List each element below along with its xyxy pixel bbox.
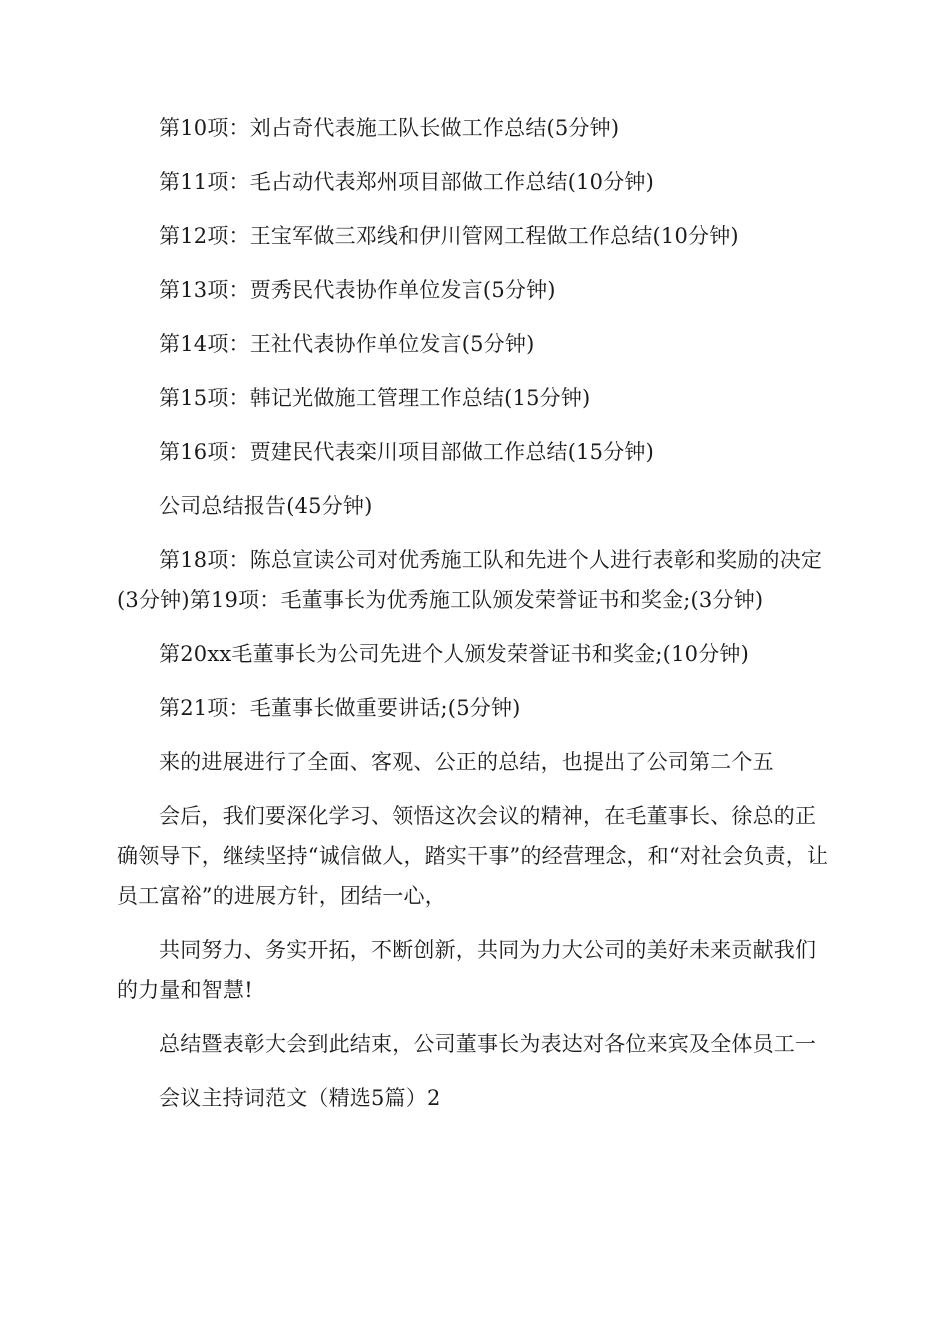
paragraph-item-12: 第12项：王宝军做三邓线和伊川管网工程做工作总结(10分钟) bbox=[159, 224, 739, 248]
paragraph-common-effort: 共同努力、务实开拓，不断创新，共同为力大公司的美好未来贡献我们的力量和智慧! bbox=[117, 938, 817, 1002]
paragraph-item-14: 第14项：王社代表协作单位发言(5分钟) bbox=[159, 332, 535, 356]
paragraph-item-16: 第16项：贾建民代表栾川项目部做工作总结(15分钟) bbox=[159, 440, 655, 464]
document-body bbox=[117, 108, 833, 1132]
paragraph-item-20: 第20xx毛董事长为公司先进个人颁发荣誉证书和奖金;(10分钟) bbox=[159, 642, 749, 666]
paragraph-item-21: 第21项：毛董事长做重要讲话;(5分钟) bbox=[159, 696, 521, 720]
paragraph-summary: 来的进展进行了全面、客观、公正的总结，也提出了公司第二个五 bbox=[159, 750, 774, 774]
paragraph-item-15: 第15项：韩记光做施工管理工作总结(15分钟) bbox=[159, 386, 591, 410]
paragraph-after-meeting: 会后，我们要深化学习、领悟这次会议的精神，在毛董事长、徐总的正确领导下，继续坚持“诚信做人，踏实干事”的经营理念，和“对社会负责，让员工富裕”的进展方针，团结一心， bbox=[117, 804, 829, 908]
paragraph-item-11: 第11项：毛占动代表郑州项目部做工作总结(10分钟) bbox=[159, 170, 655, 194]
section-title: 会议主持词范文（精选5篇）2 bbox=[159, 1086, 441, 1110]
paragraph-item-10: 第10项：刘占奇代表施工队长做工作总结(5分钟) bbox=[159, 116, 620, 140]
paragraph-company-report: 公司总结报告(45分钟) bbox=[159, 494, 373, 518]
paragraph-closing: 总结暨表彰大会到此结束，公司董事长为表达对各位来宾及全体员工一 bbox=[159, 1032, 817, 1056]
paragraph-item-18-19: 第18项：陈总宣读公司对优秀施工队和先进个人进行表彰和奖励的决定(3分钟)第19项：毛董事长为优秀施工队颁发荣誉证书和奖金;(3分钟) bbox=[117, 548, 823, 612]
paragraph-item-13: 第13项：贾秀民代表协作单位发言(5分钟) bbox=[159, 278, 556, 302]
